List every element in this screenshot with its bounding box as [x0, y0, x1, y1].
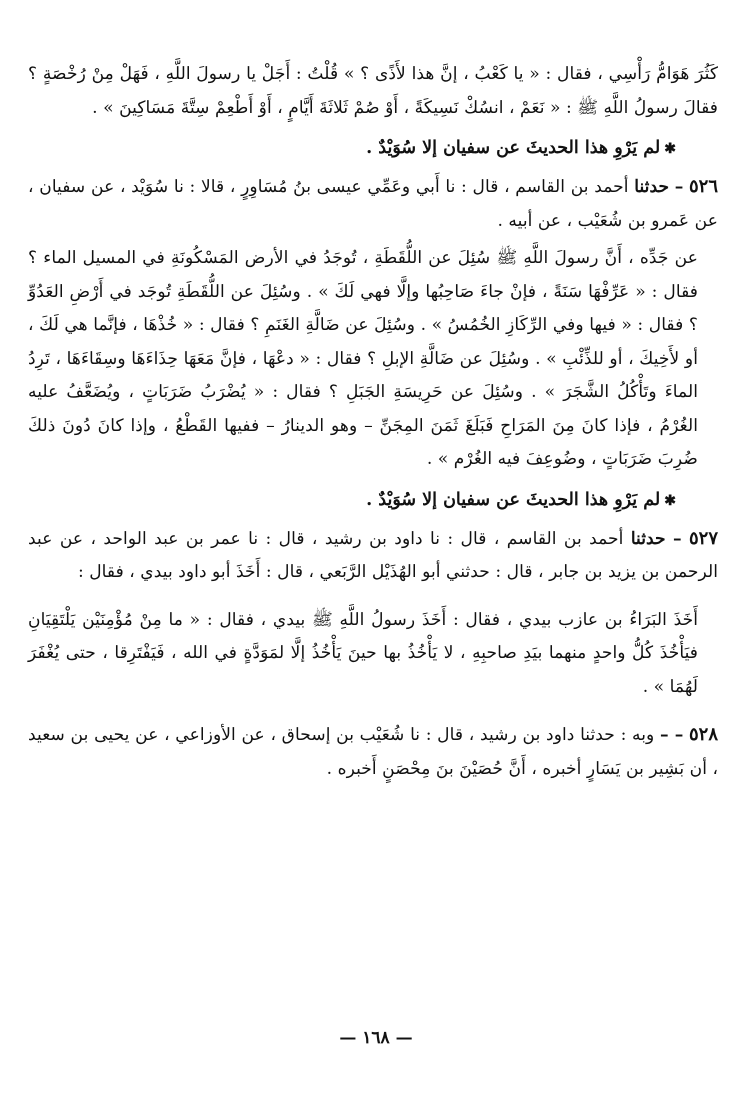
text-block-continuation: كَثُرَ هَوَامُّ رَأْسِي ، فقال : « يا كَعْبُ ، إنَّ هذا لأَذًى ؟ » قُلْتُ : أَجَلْ يا رسولَ اللَّهِ ، فَهَلْ مِنْ رُخْصَةٍ ؟ فقالَ رسولُ اللَّهِ ﷺ : « نَعَمْ ، انسُكْ نَسِيكَةً ، أَوْ صُمْ ثَلاثَةَ أَيَّامٍ ، أَوْ أَطْعِمْ سِتَّةَ مَسَاكِينَ » .: [28, 64, 718, 118]
hadith-lead: حدثنا: [634, 177, 670, 197]
hadith-528: [28, 718, 718, 786]
star-icon: ✱: [664, 492, 676, 509]
hadith-526-isnad: [28, 170, 718, 238]
note-text: لم يَرْوِ هذا الحديثَ عن سفيان إلا سُوَيْدٌ .: [366, 489, 661, 510]
hadith-527-isnad: [28, 522, 718, 590]
hadith-527-matn: أَخَذَ البَرَاءُ بن عازب بيدي ، فقال : أَخَذَ رسولُ اللَّهِ ﷺ بيدي ، فقال : « ما مِنْ مُؤْمِنَيْن يَلْتَقِيَانِ فيَأْخُذَ كُلُّ واحدٍ منهما بيَدِ صاحبِهِ ، لا يَأْخُذُ بها حينَ يَأْخُذُ إلَّا لمَوَدَّةٍ في الله ، فَيَفْتَرِقا ، حتى يُغْفَرَ لَهُمَا » .: [28, 609, 698, 697]
star-icon: ✱: [664, 141, 676, 157]
editor-note-1: [28, 131, 676, 166]
isnad-text: أحمد بن القاسم ، قال : نا داود بن رشيد ، قال : نا عمر بن عبد الواحد ، عن عبد الرحمن بن يزيد بن جابر ، قال : حدثني أبو الهُذَيْل الرَّبَعي ، قال : أَخَذَ أبو داود بيدي ، فقال :: [28, 528, 718, 582]
dash: –: [673, 528, 682, 549]
hadith-number: ٥٢٧: [688, 527, 718, 549]
editor-note-2: [28, 483, 676, 518]
hadith-number: ٥٢٦: [689, 176, 719, 197]
hadith-number: ٥٢٨: [688, 724, 718, 745]
dash: –: [674, 177, 684, 197]
hadith-lead: حدثنا: [630, 528, 666, 549]
isnad-text: أحمد بن القاسم ، قال : نا أَبي وعَمِّي عيسى بنُ مُسَاوِرٍ ، قالا : نا سُوَيْد ، عن سفيان ، عن عَمرو بن شُعَيْب ، عن أبيه .: [28, 177, 718, 231]
hadith-text: وبه : حدثنا داود بن رشيد ، قال : نا شُعَيْب بن إسحاق ، عن الأوزاعي ، عن يحيى بن سعيد ، أن بَشِير بن يَسَارٍ أخبره ، أَنَّ حُصَيْنَ بنَ مِحْصَنٍ أَخبره .: [28, 725, 718, 779]
note-text: لم يَرْوِ هذا الحديثَ عن سفيان إلا سُوَيْدٌ .: [366, 138, 661, 158]
page-number: — ١٦٨ —: [339, 1028, 413, 1048]
hadith-526-matn: عن جَدِّه ، أَنَّ رسولَ اللَّهِ ﷺ سُئِلَ عن اللُّقَطَةِ ، تُوجَدُ في الأرض المَسْكُونَةِ في المسيل الماء ؟ فقال : « عَرِّفْهَا سَنَةً ، فإنْ جاءَ صَاحِبُها وإلَّا فهي لَكَ » . وسُئِلَ عن اللُّقَطَةِ تُوجَد في أَرْضِ العَدُوِّ ؟ فقال : « فيها وفي الرِّكَازِ الخُمُسُ » . وسُئِلَ عن ضَالَّةِ الغَنَمِ ؟ فقال : « خُذْهَا ، فإنَّما هي لَكَ ، أو لأَخِيكَ ، أو للذِّئْبِ » . وسُئِلَ عن ضَالَّةِ الإبلِ ؟ فقال : « دعْهَا ، فإنَّ مَعَهَا حِذَاءَهَا وسِقَاءَهَا ، تَرِدُ الماءَ وتَأْكُلُ الشَّجَرَ » . وسُئِلَ عن حَرِيسَةِ الجَبَلِ ؟ فقال : « يُضْرَبُ ضَرَبَاتٍ ، ويُضَعَّفُ عليه الغُرْمُ ، فإذا كانَ مِنَ المَرَاحِ فَبَلَغَ ثَمَنَ المِجَنِّ – وهو الدينارُ – ففيها القَطْعُ ، وإذا كانَ دُونَ ذلكَ ضُرِبَ ضَرَبَاتٍ ، وضُوعِفَ فيه الغُرْم » .: [28, 248, 698, 469]
dash: – –: [659, 725, 684, 745]
